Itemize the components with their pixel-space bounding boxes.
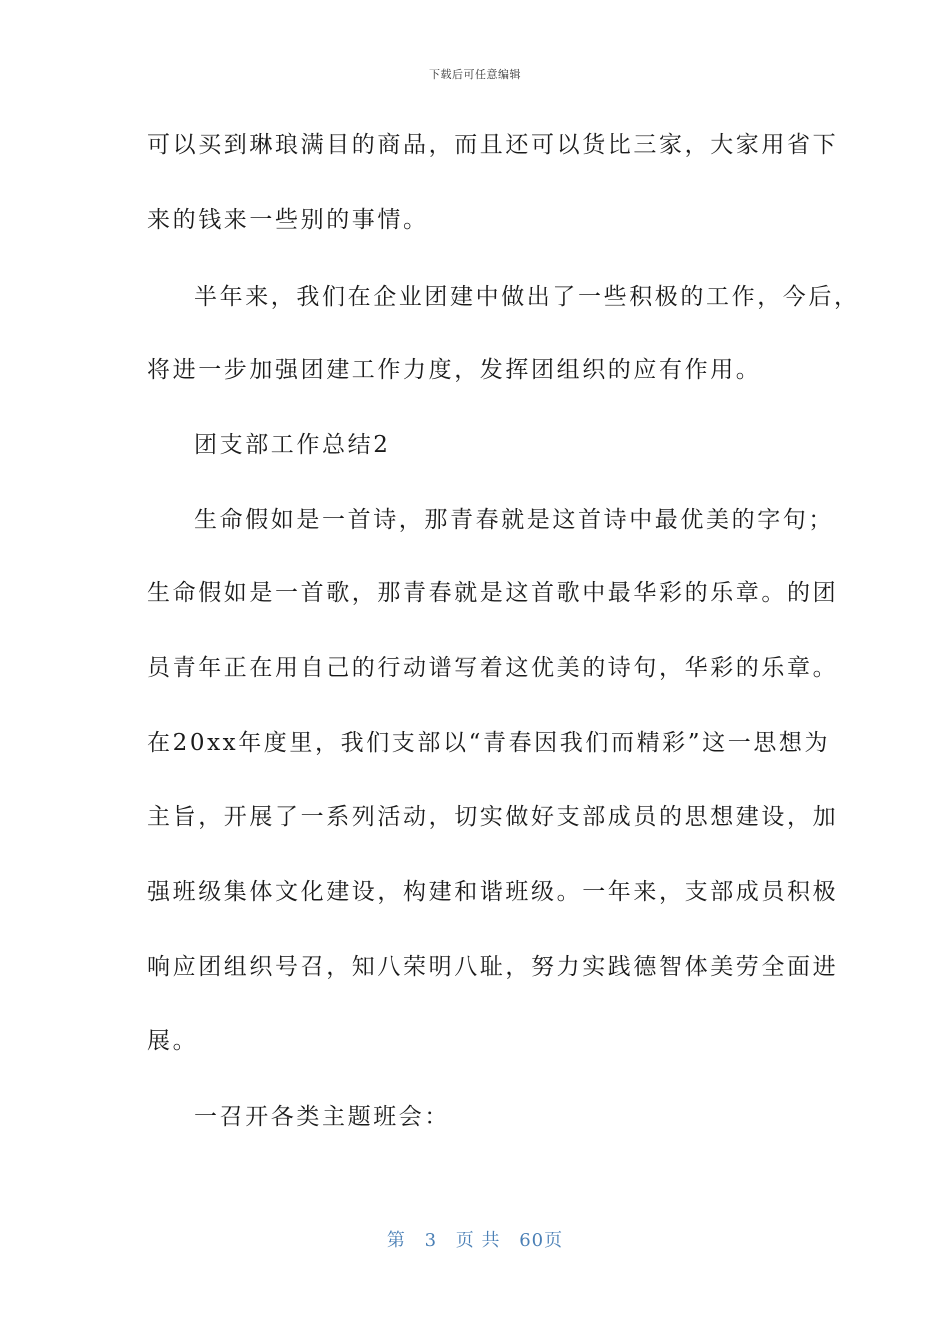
section-heading: 团支部工作总结2 — [194, 432, 391, 458]
body-line: 来的钱来一些别的事情。 — [147, 207, 429, 233]
body-line: 将进一步加强团建工作力度，发挥团组织的应有作用。 — [147, 357, 762, 383]
body-line: 响应团组织号召，知八荣明八耻，努力实践德智体美劳全面进 — [147, 954, 839, 980]
body-line: 员青年正在用自己的行动谱写着这优美的诗句，华彩的乐章。 — [147, 655, 839, 681]
page-label-prefix: 第 — [386, 1230, 406, 1251]
body-line: 生命假如是一首歌，那青春就是这首歌中最华彩的乐章。的团 — [147, 580, 839, 606]
body-line: 在20xx年度里，我们支部以“青春因我们而精彩”这一思想为 — [147, 730, 831, 756]
paragraph-line: 半年来，我们在企业团建中做出了一些积极的工作，今后， — [194, 284, 860, 310]
body-line: 展。 — [147, 1028, 199, 1054]
page-label-mid: 页 共 — [455, 1230, 501, 1251]
body-line: 可以买到琳琅满目的商品，而且还可以货比三家，大家用省下 — [147, 132, 839, 158]
page-number: 3 — [424, 1230, 438, 1251]
total-pages: 60页 — [519, 1230, 564, 1251]
page-footer — [0, 1226, 950, 1252]
body-line: 强班级集体文化建设，构建和谐班级。一年来，支部成员积极 — [147, 879, 839, 905]
paragraph-line: 一召开各类主题班会： — [194, 1104, 450, 1130]
paragraph-line: 生命假如是一首诗，那青春就是这首诗中最优美的字句； — [194, 507, 834, 533]
body-line: 主旨，开展了一系列活动，切实做好支部成员的思想建设，加 — [147, 804, 839, 830]
header-note: 下载后可任意编辑 — [429, 68, 521, 81]
